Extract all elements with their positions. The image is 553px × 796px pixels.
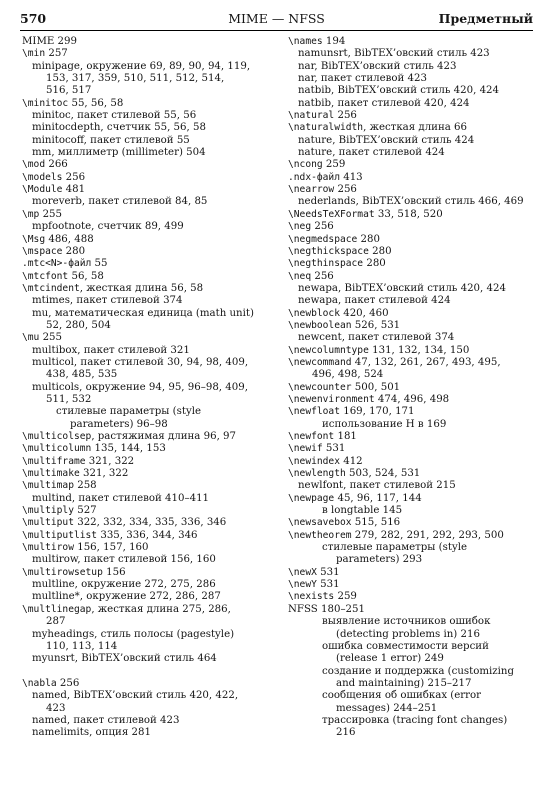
index-entry: \nabla 256 — [22, 677, 80, 689]
index-entry: \newpage 45, 96, 117, 144 — [288, 492, 422, 504]
index-entry: \multicolsep, растяжимая длина 96, 97 — [22, 431, 237, 442]
index-entry: parameters) 96–98 — [70, 418, 168, 430]
index-entry: mpfootnote, счетчик 89, 499 — [32, 221, 184, 233]
index-entry: and maintaining) 215–217 — [336, 677, 472, 689]
index-entry: \multimake 321, 322 — [22, 468, 129, 480]
index-entry: трассировка (tracing font changes) — [322, 714, 508, 726]
index-entry: namelimits, опция 281 — [32, 727, 151, 739]
index-entry: выявление источников ошибок — [322, 616, 491, 628]
index-entry: 52, 280, 504 — [46, 319, 111, 331]
index-entry: multirow, пакет стилевой 156, 160 — [32, 554, 216, 566]
index-entry: mu, математическая единица (math unit) — [32, 307, 254, 319]
index-entry: minipage, окружение 69, 89, 90, 94, 119, — [32, 60, 251, 72]
index-entry: nederlands, BibTEX’овский стиль 466, 469 — [298, 196, 524, 208]
index-entry: newlfont, пакет стилевой 215 — [298, 480, 456, 492]
index-entry: \newsavebox 515, 516 — [288, 517, 401, 529]
index-entry: \negmedspace 280 — [288, 233, 380, 245]
index-entry: \newY 531 — [288, 579, 340, 591]
index-entry: \Module 481 — [22, 184, 86, 196]
index-entry: newapa, BibTEX’овский стиль 420, 424 — [298, 282, 506, 294]
index-entry: newcent, пакет стилевой 374 — [298, 332, 455, 344]
index-entry: \multiframe 321, 322 — [22, 455, 135, 467]
index-entry: \newenvironment 474, 496, 498 — [288, 393, 450, 405]
index-entry: \natural 256 — [288, 110, 357, 122]
index-entry: natbib, BibTEX’овский стиль 420, 424 — [298, 85, 500, 97]
index-entry: \newblock 420, 460 — [288, 307, 389, 319]
index-entry: parameters) 293 — [336, 554, 423, 566]
index-entry: newapa, пакет стилевой 424 — [298, 295, 451, 307]
index-entry: \naturalwidth, жесткая длина 66 — [288, 122, 468, 134]
index-entry: named, пакет стилевой 423 — [32, 714, 180, 726]
index-entry: \newif 531 — [288, 443, 346, 455]
index-entry: multline*, окружение 272, 286, 287 — [32, 591, 221, 603]
index-entry: 438, 485, 535 — [46, 369, 118, 381]
index-entry: 287 — [46, 616, 66, 628]
index-entry: ошибка совместимости версий — [322, 640, 489, 652]
index-entry: 496, 498, 524 — [312, 369, 384, 381]
index-entry: natbib, пакет стилевой 420, 424 — [298, 97, 470, 109]
index-entry: 153, 317, 359, 510, 511, 512, 514, — [46, 73, 225, 85]
index-entry: \ncong 259 — [288, 159, 346, 171]
index-entry: \multicolumn 135, 144, 153 — [22, 443, 166, 455]
index-entry: myheadings, стиль полосы (pagestyle) — [32, 628, 235, 640]
index-entry: .ndx-файл 413 — [288, 171, 363, 183]
index-entry: multind, пакет стилевой 410–411 — [32, 492, 210, 504]
index-entry: \multiput 322, 332, 334, 335, 336, 346 — [22, 517, 227, 529]
index-entry: \models 256 — [22, 171, 86, 183]
index-entry: \Msg 486, 488 — [22, 233, 94, 245]
index-entry: moreverb, пакет стилевой 84, 85 — [32, 196, 208, 208]
index-entry: 216 — [336, 727, 356, 739]
section-title: Предметный — [438, 11, 533, 26]
index-entry: \mtcfont 56, 58 — [22, 270, 104, 282]
index-entry: 423 — [46, 702, 66, 714]
index-entry: \newX 531 — [288, 566, 340, 578]
index-entry: 110, 113, 114 — [46, 640, 118, 652]
index-entry: \mp 255 — [22, 208, 63, 220]
index-entry: \mspace 280 — [22, 245, 86, 257]
index-entry: \nexists 259 — [288, 591, 357, 603]
index-entry: \negthickspace 280 — [288, 245, 392, 257]
index-entry: \newfloat 169, 170, 171 — [288, 406, 415, 418]
index-entry: (detecting problems in) 216 — [336, 628, 480, 640]
index-entry: \multlinegap, жесткая длина 275, 286, — [22, 603, 231, 615]
index-entry: minitocdepth, счетчик 55, 56, 58 — [32, 122, 206, 134]
index-entry: multicol, пакет стилевой 30, 94, 98, 409, — [32, 356, 249, 368]
running-title: MIME — NFSS — [228, 11, 325, 26]
index-entry: \mu 255 — [22, 332, 63, 344]
index-entry: messages) 244–251 — [336, 702, 438, 714]
index-entry: \newfont 181 — [288, 431, 357, 442]
index-entry: сообщения об ошибках (error — [322, 690, 482, 702]
index-entry: mtimes, пакет стилевой 374 — [32, 295, 183, 307]
index-entry: .mtc<N>-файл 55 — [22, 258, 108, 270]
entry-gap — [18, 666, 276, 678]
index-entry: \newcommand 47, 132, 261, 267, 493, 495, — [288, 356, 501, 368]
index-entry: \newboolean 526, 531 — [288, 319, 401, 331]
index-entry: \minitoc 55, 56, 58 — [22, 97, 124, 109]
index-entry: \multiply 527 — [22, 505, 97, 517]
index-entry: multibox, пакет стилевой 321 — [32, 344, 190, 356]
index-entry: \mod 266 — [22, 159, 68, 171]
index-entry: (release 1 error) 249 — [336, 653, 444, 665]
index-entry: myunsrt, BibTEX’овский стиль 464 — [32, 653, 217, 665]
index-entry: \multimap 258 — [22, 480, 97, 492]
index-entry: использование H в 169 — [322, 418, 447, 430]
index-entry: minitocoff, пакет стилевой 55 — [32, 134, 190, 146]
index-entry: \mtcindent, жесткая длина 56, 58 — [22, 282, 204, 294]
index-entry: 511, 532 — [46, 393, 92, 405]
index-entry: minitoc, пакет стилевой 55, 56 — [32, 110, 197, 122]
index-column-left — [18, 36, 276, 740]
index-entry: mm, миллиметр (millimeter) 504 — [32, 147, 206, 159]
index-entry: namunsrt, BibTEX’овский стиль 423 — [298, 48, 490, 60]
index-entry: \multiputlist 335, 336, 344, 346 — [22, 529, 198, 541]
index-entry: \NeedsTeXFormat 33, 518, 520 — [288, 208, 443, 220]
index-entry: в longtable 145 — [322, 505, 403, 517]
index-entry: стилевые параметры (style — [322, 542, 467, 554]
index-entry: nar, BibTEX’овский стиль 423 — [298, 60, 457, 72]
index-entry: named, BibTEX’овский стиль 420, 422, — [32, 690, 239, 702]
index-entry: \newtheorem 279, 282, 291, 292, 293, 500 — [288, 529, 504, 541]
index-entry: MIME 299 — [22, 36, 78, 47]
index-entry: \newcolumntype 131, 132, 134, 150 — [288, 344, 470, 356]
index-column-right — [284, 36, 540, 740]
index-entry: \neq 256 — [288, 270, 334, 282]
page-header — [20, 8, 533, 31]
index-entry: 516, 517 — [46, 85, 92, 97]
index-entry: \newcounter 500, 501 — [288, 381, 401, 393]
page-number: 570 — [20, 11, 47, 26]
index-entry: \negthinspace 280 — [288, 258, 386, 270]
index-entry: \min 257 — [22, 48, 68, 60]
index-entry: \neg 256 — [288, 221, 334, 233]
index-entry: NFSS 180–251 — [288, 603, 365, 615]
index-entry: multline, окружение 272, 275, 286 — [32, 579, 216, 591]
index-entry: multicols, окружение 94, 95, 96–98, 409, — [32, 381, 248, 393]
index-entry: \nearrow 256 — [288, 184, 357, 196]
index-entry: \newindex 412 — [288, 455, 363, 467]
index-entry: \newlength 503, 524, 531 — [288, 468, 421, 480]
index-entry: nature, BibTEX’овский стиль 424 — [298, 134, 475, 146]
index-entry: \names 194 — [288, 36, 346, 47]
index-entry: \multirowsetup 156 — [22, 566, 126, 578]
index-entry: создание и поддержка (customizing — [322, 665, 515, 677]
index-entry: \multirow 156, 157, 160 — [22, 542, 149, 554]
index-entry: nar, пакет стилевой 423 — [298, 73, 427, 85]
index-entry: nature, пакет стилевой 424 — [298, 147, 445, 159]
index-entry: стилевые параметры (style — [56, 406, 201, 418]
